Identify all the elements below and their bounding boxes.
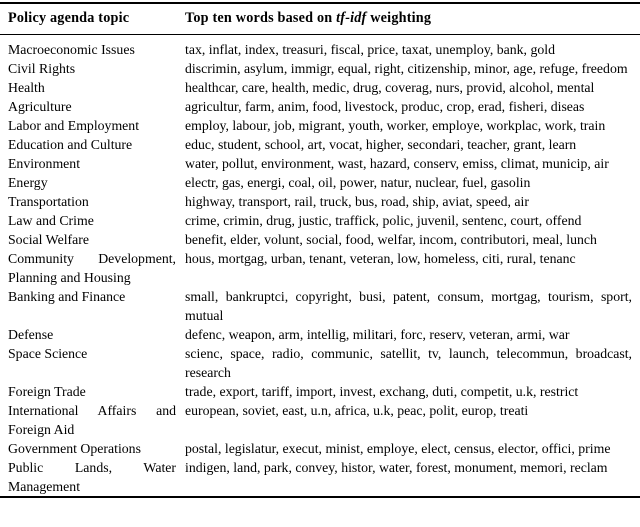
table-row [0,78,640,97]
table-row [0,382,640,401]
words-cell: postal, legislatur, execut, minist, employe, elect, census, elector, offici, prime [185,441,611,456]
table-row [0,401,640,439]
table-row [0,287,640,325]
words-cell: employ, labour, job, migrant, youth, worker, employe, workplac, work, train [185,118,606,133]
table-row [0,116,640,135]
words-header-prefix: Top ten words based on [185,10,337,26]
topic-cell: Labor and Employment [8,118,140,133]
topic-cell: Civil Rights [8,61,76,76]
topic-cell: Government Operations [8,441,141,456]
table-row [0,325,640,344]
table-row [0,211,640,230]
topic-header-label: Policy agenda topic [8,10,130,26]
table-row [0,458,640,497]
words-cell: healthcar, care, health, medic, drug, coverag, nurs, provid, alcohol, mental [185,80,595,95]
table-row [0,59,640,78]
words-cell: indigen, land, park, convey, histor, water, forest, monument, memori, reclam [185,460,608,475]
words-cell: discrimin, asylum, immigr, equal, right, citizenship, minor, age, refuge, freedom [185,61,628,76]
words-cell: crime, crimin, drug, justic, traffick, polic, juvenil, sentenc, court, offend [185,213,582,228]
words-cell: small, bankruptci, copyright, busi, patent, consum, mortgag, tourism, sport, mutual [185,289,632,323]
words-cell: hous, mortgag, urban, tenant, veteran, low, homeless, citi, rural, tenanc [185,251,576,266]
topic-cell: Education and Culture [8,137,133,152]
topic-cell: Banking and Finance [8,289,126,304]
table-row [0,344,640,382]
topic-cell: Public Lands, Water Management [8,460,176,494]
topic-cell: Defense [8,327,54,342]
words-cell: benefit, elder, volunt, social, food, welfar, incom, contributori, meal, lunch [185,232,597,247]
table-row [0,154,640,173]
table-row [0,135,640,154]
words-cell: water, pollut, environment, wast, hazard, conserv, emiss, climat, municip, air [185,156,609,171]
topic-cell: Transportation [8,194,89,209]
words-header-suffix: weighting [366,10,432,26]
words-column-header [185,3,640,35]
table-row [0,35,640,60]
topic-cell: Health [8,80,45,95]
topic-cell: Energy [8,175,48,190]
table-row [0,173,640,192]
table-header-row [0,3,640,35]
table-body [0,35,640,498]
topic-cell: Law and Crime [8,213,94,228]
words-cell: scienc, space, radio, communic, satellit, tv, launch, telecommun, broadcast, research [185,346,632,380]
topic-cell: Social Welfare [8,232,89,247]
table-row [0,230,640,249]
words-cell: trade, export, tariff, import, invest, exchang, duti, competit, u.k, restrict [185,384,579,399]
topic-cell: Agriculture [8,99,72,114]
topic-cell: Environment [8,156,81,171]
words-cell: defenc, weapon, arm, intellig, militari, forc, reserv, veteran, armi, war [185,327,570,342]
words-cell: highway, transport, rail, truck, bus, road, ship, aviat, speed, air [185,194,529,209]
topic-cell: Space Science [8,346,88,361]
tfidf-emphasis-label: tf-idf [336,10,367,26]
table-row [0,97,640,116]
words-cell: tax, inflat, index, treasuri, fiscal, price, taxat, unemploy, bank, gold [185,42,555,57]
words-cell: agricultur, farm, anim, food, livestock, produc, crop, erad, fisheri, diseas [185,99,585,114]
topic-cell: International Affairs and Foreign Aid [8,403,176,437]
table-row [0,439,640,458]
table-row [0,249,640,287]
table-row [0,192,640,211]
topic-column-header [0,3,185,35]
topic-cell: Community Development, Planning and Housing [8,251,176,285]
words-cell: european, soviet, east, u.n, africa, u.k, peac, polit, europ, treati [185,403,529,418]
policy-topics-table [0,2,640,498]
topic-cell: Foreign Trade [8,384,86,399]
topic-cell: Macroeconomic Issues [8,42,135,57]
words-cell: educ, student, school, art, vocat, higher, secondari, teacher, grant, learn [185,137,577,152]
words-cell: electr, gas, energi, coal, oil, power, natur, nuclear, fuel, gasolin [185,175,531,190]
